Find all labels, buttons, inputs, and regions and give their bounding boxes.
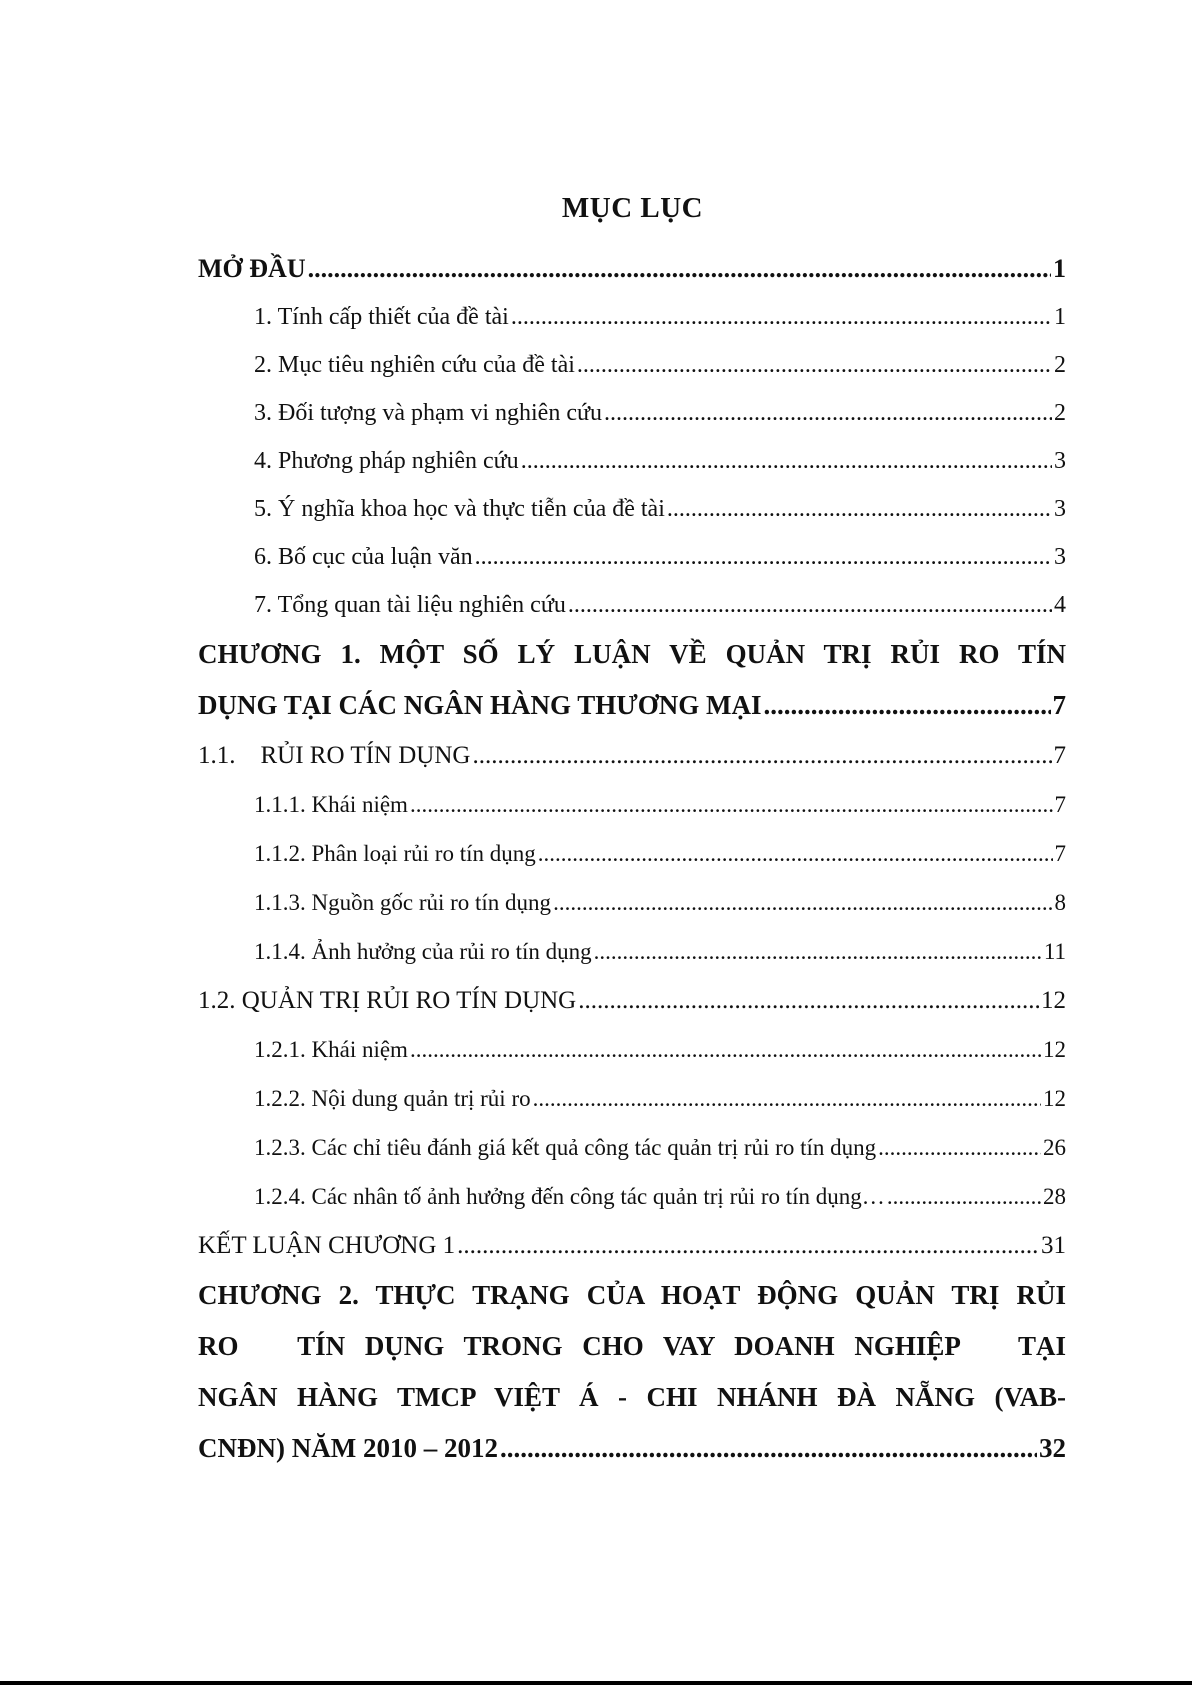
dot-leader <box>887 1172 1041 1221</box>
toc-entry-label: 1.2.3. Các chỉ tiêu đánh giá kết quả công tác quản trị rủi ro tín dụng <box>254 1135 877 1160</box>
toc-entry-label: 1.2.1. Khái niệm <box>254 1037 408 1062</box>
toc-section-1-1[interactable] <box>198 731 1066 780</box>
toc-page-number: 28 <box>1043 1184 1066 1209</box>
toc-page-number: 8 <box>1054 890 1066 915</box>
toc-page-number: 12 <box>1043 1086 1066 1111</box>
dot-leader <box>410 1025 1041 1074</box>
toc-entry-label: 1.2.2. Nội dung quản trị rủi ro <box>254 1086 531 1111</box>
chapter-heading-line: RO TÍN DỤNG TRONG CHO VAY DOANH NGHIỆP TẠI <box>198 1331 1066 1361</box>
chapter-heading-line: CHƯƠNG 2. THỰC TRẠNG CỦA HOẠT ĐỘNG QUẢN TRỊ RỦI <box>198 1280 1066 1310</box>
dot-leader <box>553 878 1052 927</box>
toc-entry[interactable] <box>198 1123 1066 1172</box>
toc-entry-intro[interactable] <box>198 245 1066 293</box>
toc-entry[interactable] <box>198 341 1066 389</box>
toc-page-number: 2 <box>1054 352 1066 378</box>
toc-entry-label: 1.1.4. Ảnh hưởng của rủi ro tín dụng <box>254 939 592 964</box>
toc-entry[interactable] <box>198 780 1066 829</box>
toc-entry-label: 1.2. QUẢN TRỊ RỦI RO TÍN DỤNG <box>198 987 577 1014</box>
toc-chapter-2[interactable] <box>198 1270 1066 1474</box>
toc-page-number: 32 <box>1039 1433 1066 1463</box>
toc-entry-label: 1.2.4. Các nhân tố ảnh hưởng đến công tác quản trị rủi ro tín dụng… <box>254 1184 885 1209</box>
chapter-heading-last-line <box>198 680 1066 731</box>
dot-leader <box>568 581 1052 629</box>
dot-leader <box>475 533 1052 581</box>
dot-leader <box>457 1221 1039 1270</box>
toc-entry-label: 1. Tính cấp thiết của đề tài <box>254 304 509 330</box>
toc-page-number: 12 <box>1041 987 1066 1014</box>
toc-page-number: 12 <box>1043 1037 1066 1062</box>
toc-entry-label: 6. Bố cục của luận văn <box>254 544 473 570</box>
dot-leader <box>577 341 1052 389</box>
toc-entry[interactable] <box>198 878 1066 927</box>
toc-entry-label: 3. Đối tượng và phạm vi nghiên cứu <box>254 400 602 426</box>
toc-entry[interactable] <box>198 485 1066 533</box>
dot-leader <box>538 829 1053 878</box>
toc-entry[interactable] <box>198 829 1066 878</box>
toc-page-number: 4 <box>1054 592 1066 618</box>
toc-page-number: 2 <box>1054 400 1066 426</box>
toc-entry[interactable] <box>198 437 1066 485</box>
toc-page-number: 7 <box>1052 690 1066 720</box>
toc-page-number: 1 <box>1054 304 1066 330</box>
toc-entry-label: 5. Ý nghĩa khoa học và thực tiễn của đề tài <box>254 496 665 522</box>
toc-entry[interactable] <box>198 581 1066 629</box>
toc-page-number: 3 <box>1054 448 1066 474</box>
dot-leader <box>533 1074 1041 1123</box>
toc-page-number: 7 <box>1054 792 1066 817</box>
dot-leader <box>500 1423 1037 1474</box>
chapter-heading-last-line <box>198 1423 1066 1474</box>
toc-entry-label: 1.1.3. Nguồn gốc rủi ro tín dụng <box>254 890 552 915</box>
dot-leader <box>521 437 1052 485</box>
toc-entry-label: CNĐN) NĂM 2010 – 2012 <box>198 1433 498 1463</box>
toc-page-number: 3 <box>1054 496 1066 522</box>
dot-leader <box>594 927 1042 976</box>
dot-leader <box>410 780 1053 829</box>
toc-page-number: 7 <box>1053 742 1066 769</box>
chapter-heading-line: NGÂN HÀNG TMCP VIỆT Á - CHI NHÁNH ĐÀ NẴNG (VAB- <box>198 1382 1066 1412</box>
toc-entry-label: 4. Phương pháp nghiên cứu <box>254 448 519 474</box>
toc-entry-label: 1.1.2. Phân loại rủi ro tín dụng <box>254 841 536 866</box>
dot-leader <box>667 485 1052 533</box>
toc-page-number: 31 <box>1041 1232 1066 1259</box>
toc-page-number: 11 <box>1043 939 1066 964</box>
dot-leader <box>511 293 1052 341</box>
toc-page-number: 7 <box>1054 841 1066 866</box>
toc-entry[interactable] <box>198 293 1066 341</box>
toc-section-1-2[interactable] <box>198 976 1066 1025</box>
toc-entry[interactable] <box>198 1025 1066 1074</box>
toc-entry-label: 1.1. RỦI RO TÍN DỤNG <box>198 742 471 769</box>
toc-entry[interactable] <box>198 1074 1066 1123</box>
toc-entry-label: 7. Tổng quan tài liệu nghiên cứu <box>254 592 566 618</box>
toc-page-number: 26 <box>1043 1135 1066 1160</box>
toc-page-number: 3 <box>1054 544 1066 570</box>
toc-entry[interactable] <box>198 927 1066 976</box>
toc-entry-label: 1.1.1. Khái niệm <box>254 792 408 817</box>
toc-entry[interactable] <box>198 1172 1066 1221</box>
toc-entry[interactable] <box>198 389 1066 437</box>
table-of-contents <box>198 245 1066 1474</box>
dot-leader <box>308 245 1051 293</box>
dot-leader <box>764 680 1051 731</box>
toc-entry-label: MỞ ĐẦU <box>198 254 306 283</box>
dot-leader <box>878 1123 1041 1172</box>
toc-entry[interactable] <box>198 533 1066 581</box>
dot-leader <box>578 976 1039 1025</box>
toc-title: MỤC LỤC <box>561 192 704 224</box>
toc-chapter-1-conclusion[interactable] <box>198 1221 1066 1270</box>
toc-page-number: 1 <box>1053 254 1066 283</box>
dot-leader <box>604 389 1052 437</box>
toc-entry-label: 2. Mục tiêu nghiên cứu của đề tài <box>254 352 575 378</box>
toc-entry-label: DỤNG TẠI CÁC NGÂN HÀNG THƯƠNG MẠI <box>198 690 762 720</box>
toc-entry-label: KẾT LUẬN CHƯƠNG 1 <box>198 1232 456 1259</box>
dot-leader <box>472 731 1051 780</box>
chapter-heading-line: CHƯƠNG 1. MỘT SỐ LÝ LUẬN VỀ QUẢN TRỊ RỦI RO TÍN <box>198 639 1066 669</box>
page-bottom-border <box>0 1681 1192 1685</box>
toc-chapter-1[interactable] <box>198 629 1066 731</box>
